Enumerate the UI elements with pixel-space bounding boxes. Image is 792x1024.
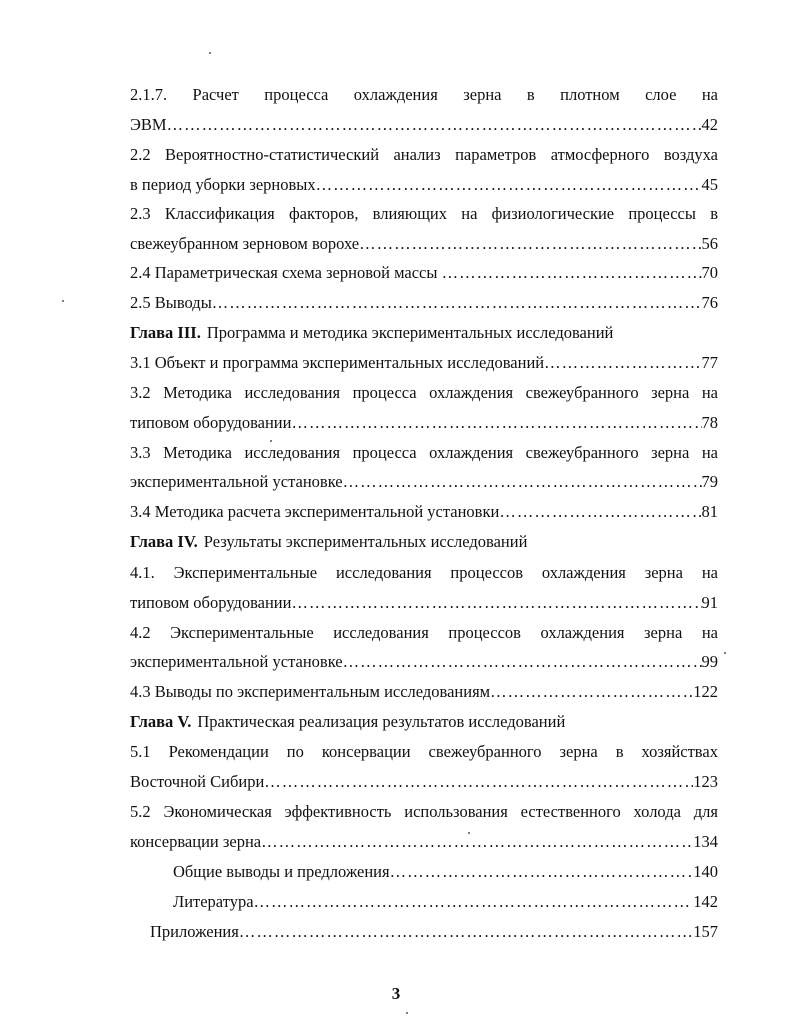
toc-word: эффективность	[284, 802, 392, 821]
toc-word: 4.1.	[130, 563, 155, 582]
toc-entry-conclusions	[173, 857, 718, 887]
page-number: 3	[391, 984, 401, 1003]
toc-entry-text: Восточной Сибири	[130, 772, 265, 791]
toc-word: 5.1	[130, 742, 151, 761]
toc-word: Вероятностно-статистический	[165, 145, 380, 164]
toc-word: естественного	[520, 802, 621, 821]
toc-word: Классификация	[164, 204, 275, 223]
toc-word: 2.2	[130, 145, 151, 164]
toc-entry-literature	[173, 887, 718, 917]
dot-leader	[167, 110, 702, 140]
toc-entry-2-3-line1	[130, 199, 718, 229]
chapter-title: Результаты экспериментальных исследований	[203, 532, 528, 551]
toc-word: охлаждения	[429, 383, 514, 402]
dot-leader	[359, 229, 701, 259]
toc-word: исследования	[335, 563, 432, 582]
toc-word: зерна	[644, 623, 683, 642]
toc-entry-5-2-line2	[130, 827, 718, 857]
toc-word: Методика	[163, 383, 232, 402]
scan-speck	[406, 1012, 408, 1014]
scan-speck	[209, 52, 211, 54]
toc-word: слое	[645, 85, 677, 104]
toc-entry-text: в период уборки зерновых	[130, 175, 316, 194]
toc-word: процесса	[352, 443, 417, 462]
toc-page-number: 79	[701, 472, 718, 491]
dot-leader	[343, 647, 702, 677]
toc-word: исследования	[333, 623, 429, 642]
toc-entry-2-4	[130, 258, 718, 288]
dot-leader	[239, 917, 693, 947]
toc-word: физиологические	[491, 204, 615, 223]
toc-page-number: 76	[701, 293, 718, 312]
toc-page-number: 81	[701, 502, 718, 521]
toc-entry-4-2-line2	[130, 647, 718, 677]
toc-entry-5-1-line2	[130, 767, 718, 797]
toc-word: в	[710, 204, 718, 223]
scan-speck	[724, 652, 726, 654]
dot-leader	[261, 827, 693, 857]
toc-word: влияющих	[372, 204, 448, 223]
toc-word: свежеубранного	[525, 383, 639, 402]
toc-word: охлаждения	[541, 563, 626, 582]
toc-entry-text: 3.4 Методика расчета экспериментальной установки	[130, 502, 500, 521]
toc-word: Экономическая	[163, 802, 272, 821]
toc-word: процессы	[628, 204, 696, 223]
dot-leader	[490, 677, 693, 707]
toc-entry-text: типовом оборудовании	[130, 593, 292, 612]
toc-word: 4.2	[130, 623, 151, 642]
toc-word: в	[526, 85, 535, 104]
dot-leader	[212, 288, 702, 318]
toc-entry-2-2-line2	[130, 170, 718, 200]
toc-word: свежеубранного	[428, 742, 542, 761]
toc-entry-text: 2.5 Выводы	[130, 293, 212, 312]
toc-entry-2-5	[130, 288, 718, 318]
toc-word: параметров	[455, 145, 537, 164]
toc-word: плотном	[560, 85, 620, 104]
chapter-title: Практическая реализация результатов исследований	[197, 712, 566, 731]
toc-page-number: 42	[701, 115, 718, 134]
toc-page-number: 56	[701, 234, 718, 253]
toc-word: для	[693, 802, 718, 821]
toc-chapter-3	[130, 318, 718, 348]
toc-entry-text: 2.4 Параметрическая схема зерновой массы	[130, 263, 442, 282]
toc-entry-3-2-line2	[130, 408, 718, 438]
toc-page-number: 45	[701, 175, 718, 194]
toc-word: воздуха	[663, 145, 718, 164]
toc-word: зерна	[644, 563, 683, 582]
toc-entry-2-3-line2	[130, 229, 718, 259]
toc-entry-3-1	[130, 348, 718, 378]
scan-speck	[62, 300, 64, 302]
toc-page-number: 157	[693, 922, 718, 941]
toc-word: охлаждения	[429, 443, 514, 462]
toc-word: на	[701, 623, 718, 642]
toc-word: использования	[404, 802, 508, 821]
toc-page-number: 123	[693, 772, 718, 791]
toc-word: процессов	[448, 623, 521, 642]
toc-entry-text: свежеубранном зерновом ворохе	[130, 234, 360, 253]
chapter-label: Глава IV.	[130, 532, 198, 551]
toc-word: факторов,	[288, 204, 359, 223]
toc-word: свежеубранного	[525, 443, 639, 462]
toc-word: по	[286, 742, 304, 761]
toc-entry-4-1-line2	[130, 588, 718, 618]
dot-leader	[291, 588, 701, 618]
toc-chapter-4	[130, 527, 718, 557]
toc-entry-text: типовом оборудовании	[130, 413, 292, 432]
toc-word: атмосферного	[550, 145, 650, 164]
toc-page-number: 99	[701, 652, 718, 671]
toc-word: на	[701, 85, 718, 104]
toc-page-number: 122	[693, 682, 718, 701]
toc-word: холода	[633, 802, 681, 821]
dot-leader	[343, 467, 702, 497]
toc-word: Методика	[163, 443, 232, 462]
toc-entry-3-4	[130, 497, 718, 527]
toc-entry-text: экспериментальной установке	[130, 652, 343, 671]
toc-page-number: 77	[701, 353, 718, 372]
toc-entry-5-2-line1	[130, 797, 718, 827]
toc-word: хозяйствах	[641, 742, 718, 761]
toc-page-number: 78	[701, 413, 718, 432]
toc-entry-text: 4.3 Выводы по экспериментальным исследованиям	[130, 682, 491, 701]
toc-word: охлаждения	[540, 623, 625, 642]
chapter-title: Программа и методика экспериментальных исследований	[206, 323, 614, 342]
toc-word: Экспериментальные	[170, 623, 314, 642]
scan-speck	[270, 440, 272, 442]
dot-leader	[254, 887, 694, 917]
toc-word: 2.1.7.	[130, 85, 168, 104]
toc-word: Расчет	[192, 85, 239, 104]
toc-word: Экспериментальные	[173, 563, 318, 582]
dot-leader	[499, 497, 701, 527]
toc-page-number: 91	[701, 593, 718, 612]
toc-entry-text: консервации зерна	[130, 832, 262, 851]
dot-leader	[316, 170, 702, 200]
toc-entry-3-2-line1	[130, 378, 718, 408]
toc-entry-4-2-line1	[130, 618, 718, 648]
toc-entry-text: 3.1 Объект и программа экспериментальных исследований	[130, 353, 545, 372]
chapter-label: Глава III.	[130, 323, 201, 342]
toc-entry-text: Литература	[173, 892, 254, 911]
toc-word: процесса	[264, 85, 329, 104]
dot-leader	[390, 857, 694, 887]
toc-word: процесса	[352, 383, 417, 402]
toc-word: зерна	[559, 742, 598, 761]
toc-entry-4-3	[130, 677, 718, 707]
dot-leader	[442, 258, 702, 288]
toc-word: 2.3	[130, 204, 151, 223]
toc-entry-3-3-line2	[130, 467, 718, 497]
toc-word: зерна	[651, 443, 690, 462]
toc-word: на	[701, 383, 718, 402]
toc-word: в	[615, 742, 624, 761]
dot-leader	[291, 408, 701, 438]
toc-page-number: 142	[693, 892, 718, 911]
dot-leader	[264, 767, 693, 797]
toc-word: на	[701, 443, 718, 462]
toc-word: исследования	[244, 383, 341, 402]
toc-entry-2-2-line1	[130, 140, 718, 170]
toc-page-number: 134	[693, 832, 718, 851]
toc-word: консервации	[321, 742, 411, 761]
toc-word: на	[461, 204, 478, 223]
toc-word: Рекомендации	[168, 742, 269, 761]
toc-word: процессов	[450, 563, 524, 582]
toc-entry-5-1-line1	[130, 737, 718, 767]
toc-entry-3-3-line1	[130, 438, 718, 468]
toc-word: зерна	[463, 85, 502, 104]
toc-entry-text: экспериментальной установке	[130, 472, 343, 491]
toc-chapter-5	[130, 707, 718, 737]
toc-entry-4-1-line1	[130, 558, 718, 588]
toc-entry-appendices	[150, 917, 718, 947]
toc-entry-text: Приложения	[150, 922, 239, 941]
toc-word: 5.2	[130, 802, 151, 821]
toc-word: исследования	[244, 443, 341, 462]
toc-page-number: 70	[701, 263, 718, 282]
toc-page-number: 140	[693, 862, 718, 881]
dot-leader	[544, 348, 701, 378]
chapter-label: Глава V.	[130, 712, 192, 731]
toc-entry-text: ЭВМ	[130, 115, 167, 134]
toc-word: 3.2	[130, 383, 151, 402]
toc-word: на	[701, 563, 718, 582]
toc-entry-2-1-7-line1	[130, 80, 718, 110]
scan-speck	[468, 832, 470, 834]
toc-word: охлаждения	[353, 85, 438, 104]
toc-entry-text: Общие выводы и предложения	[173, 862, 390, 881]
toc-word: 3.3	[130, 443, 151, 462]
toc-word: зерна	[651, 383, 690, 402]
toc-word: анализ	[393, 145, 441, 164]
toc-entry-2-1-7-line2	[130, 110, 718, 140]
